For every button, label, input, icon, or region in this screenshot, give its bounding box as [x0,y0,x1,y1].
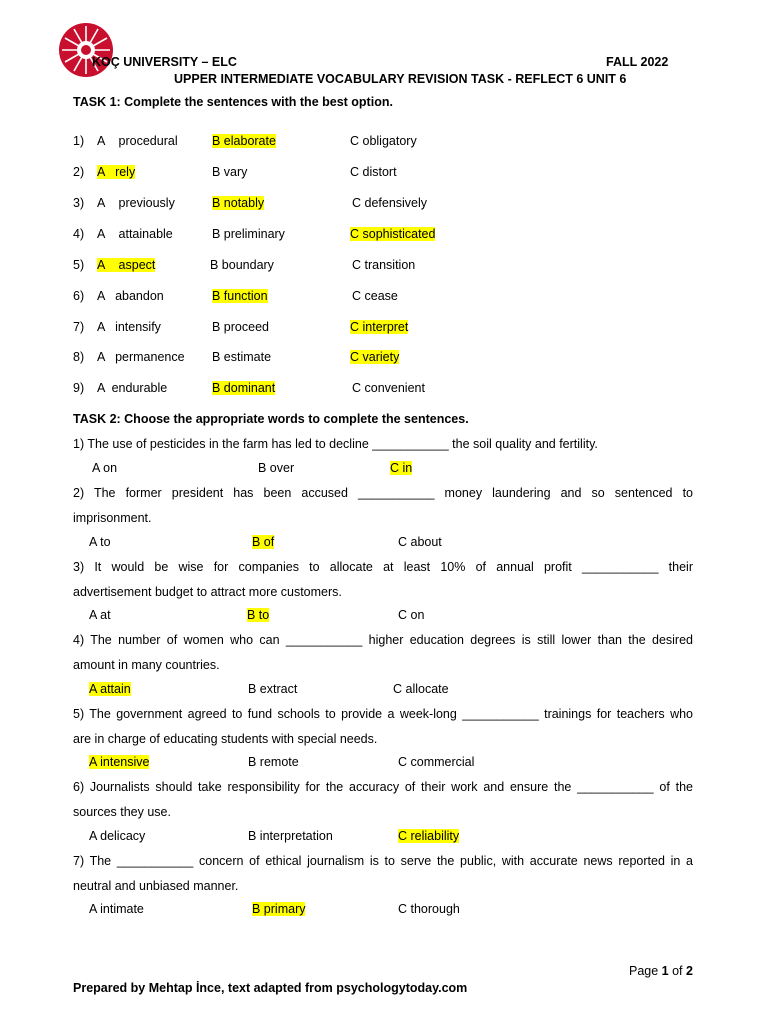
task2-option-c: C thorough [398,902,460,916]
task2-question [73,775,693,824]
task1-row-num: 3) [73,196,85,210]
task1-option-c: C cease [352,289,398,303]
question-line: 5) The government agreed to fund schools to provide a week-long ___________ trainings for teachers who [73,707,693,721]
task2-question [73,628,693,677]
task2-option-a-answer: A attain [89,682,131,696]
task1-option-a: A endurable [97,381,168,395]
task1-option-a: A permanence [97,350,185,364]
task1-option-b: B preliminary [212,227,285,241]
task1-option-b-answer: B function [212,289,268,303]
footer-credit: Prepared by Mehtap İnce, text adapted from psychologytoday.com [73,981,468,995]
task1-option-a: A attainable [97,227,173,241]
question-line: amount in many countries. [73,657,220,672]
question-line: 4) The number of women who can ___________ higher education degrees is still lower than the desired [73,633,693,647]
task2-option-c: C on [398,608,425,622]
task1-option-a: A abandon [97,289,164,303]
task1-option-a-answer: A rely [97,165,136,179]
institution-name: KOÇ UNIVERSITY – ELC [92,55,237,69]
task2-question [73,481,693,530]
task1-row-num: 8) [73,350,85,364]
question-line: are in charge of educating students with special needs. [73,731,378,746]
question-line: 2) The former president has been accused ___________ money laundering and so sentenced to [73,486,693,500]
page-of: of [668,964,686,978]
task1-option-b-answer: B dominant [212,381,276,395]
page-current: 1 [661,964,669,978]
task1-option-c-answer: C variety [350,350,400,364]
question-line: 3) It would be wise for companies to allocate at least 10% of annual profit ___________ their [73,560,693,574]
task2-heading: TASK 2: Choose the appropriate words to complete the sentences. [73,412,469,426]
task2-question [73,555,693,604]
task1-option-c-answer: C sophisticated [350,227,436,241]
question-line: 7) The ___________ concern of ethical journalism is to serve the public, with accurate news reported in a [73,854,693,868]
task1-option-a: A intensify [97,320,161,334]
task2-option-b: B interpretation [248,829,333,843]
task2-option-a: A delicacy [89,829,146,843]
task2-question: 1) The use of pesticides in the farm has led to decline ___________ the soil quality and fertility. [73,437,598,451]
task1-option-a-answer: A aspect [97,258,156,272]
task1-option-c-answer: C interpret [350,320,409,334]
task1-option-b: B estimate [212,350,272,364]
task2-option-c-answer: C reliability [398,829,460,843]
task2-option-a: A intimate [89,902,144,916]
task2-option-a-answer: A intensive [89,755,150,769]
task1-option-b: B proceed [212,320,269,334]
task2-option-a: A on [92,461,118,475]
task1-option-b: B boundary [210,258,274,272]
question-line: 6) Journalists should take responsibility for the accuracy of their work and ensure the ___________ of the [73,780,693,794]
task1-row-num: 5) [73,258,85,272]
task2-option-c: C about [398,535,442,549]
page-total: 2 [686,964,693,978]
question-line: sources they use. [73,804,171,819]
task1-row-num: 9) [73,381,85,395]
task1-option-c: C transition [352,258,416,272]
task2-option-a: A to [89,535,111,549]
task1-option-b-answer: B notably [212,196,265,210]
task2-option-b-answer: B of [252,535,275,549]
task1-row-num: 1) [73,134,85,148]
task2-option-c: C commercial [398,755,475,769]
task2-option-c-answer: C in [390,461,413,475]
task1-option-c: C obligatory [350,134,417,148]
task2-option-c: C allocate [393,682,449,696]
task2-option-b-answer: B to [247,608,270,622]
task1-heading: TASK 1: Complete the sentences with the best option. [73,95,393,109]
task1-option-c: C defensively [352,196,428,210]
page-title: UPPER INTERMEDIATE VOCABULARY REVISION TASK - REFLECT 6 UNIT 6 [174,72,627,86]
task2-option-a: A at [89,608,111,622]
task2-question [73,849,693,898]
task1-option-a: A procedural [97,134,178,148]
page-number [629,964,693,978]
question-line: neutral and unbiased manner. [73,878,239,893]
task2-option-b-answer: B primary [252,902,306,916]
task1-row-num: 2) [73,165,85,179]
question-line: advertisement budget to attract more customers. [73,584,342,599]
task1-option-b: B vary [212,165,248,179]
task1-row-num: 4) [73,227,85,241]
koc-university-logo-icon [58,22,114,78]
task1-row-num: 6) [73,289,85,303]
question-line: imprisonment. [73,510,152,525]
task2-question [73,702,693,751]
task1-row-num: 7) [73,320,85,334]
task1-option-a: A previously [97,196,175,210]
page-prefix: Page [629,964,662,978]
term-label: FALL 2022 [606,55,669,69]
task2-option-b: B remote [248,755,299,769]
task2-option-b: B extract [248,682,298,696]
task1-option-c: C convenient [352,381,425,395]
task1-option-b-answer: B elaborate [212,134,276,148]
task2-option-b: B over [258,461,295,475]
task1-option-c: C distort [350,165,397,179]
